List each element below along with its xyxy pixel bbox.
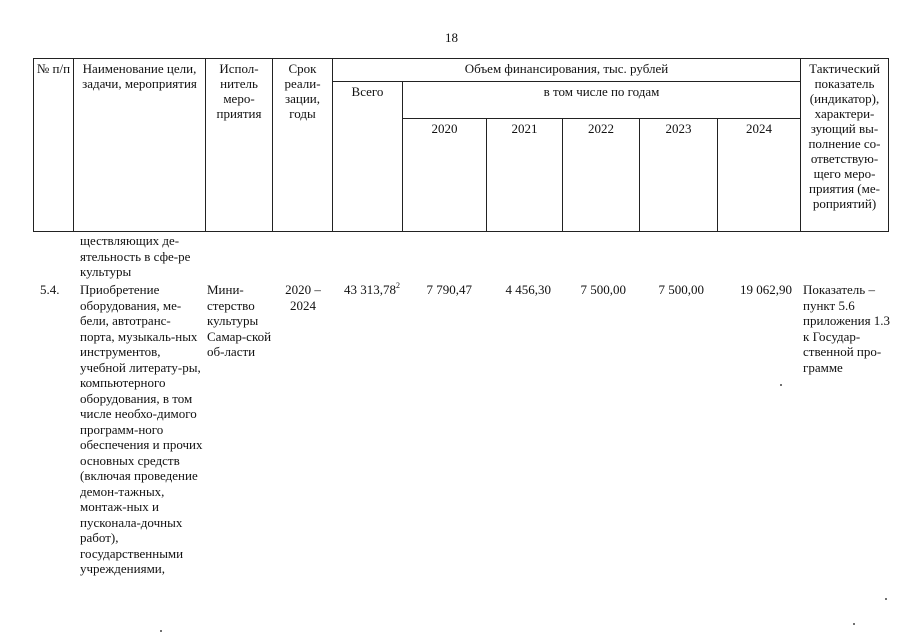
row-value-2022: 7 500,00 [580,282,626,297]
header-year-2023: 2023 [640,119,718,232]
header-name: Наименование цели, задачи, мероприятия [74,59,206,232]
row-value-2023: 7 500,00 [658,282,704,297]
continuation-text: ществляющих де-ятельность в сфе-ре культуры [80,233,191,279]
header-funding: Объем финансирования, тыс. рублей [333,59,801,82]
header-term: Срок реали-зации, годы [273,59,333,232]
header-by-years: в том числе по годам [403,82,801,119]
header-number: № п/п [34,59,74,232]
row-value-2021: 4 456,30 [505,282,551,297]
row-executor: Мини-стерство культуры Самар-ской об-ласти [207,282,272,359]
row-name: Приобретение оборудования, ме-бели, автотранс-порта, музыкаль-ных инструментов, учебной литерату-ры, компьютерного оборудования, в том числе необхо-димого программ-ного обеспечения и прочих основных средств (включая проведение демон-тажных, монтаж-ных и пусконала-дочных работ), государственными учреждениями, [80,282,203,576]
row-value-2020: 7 790,47 [426,282,472,297]
footnote-marker: 2 [396,281,400,290]
header-year-2022: 2022 [563,119,640,232]
page-number: 18 [445,30,458,45]
table-header [33,58,889,232]
scan-speck [160,630,162,632]
scan-speck [885,598,887,600]
header-year-2020: 2020 [403,119,487,232]
header-indicator: Тактический показатель (индикатор), характери-зующий вы-полнение со-ответствую-щего меро-приятия (ме-роприятий) [801,59,889,232]
header-executor: Испол-нитель меро-приятия [206,59,273,232]
header-year-2021: 2021 [487,119,563,232]
header-year-2024: 2024 [718,119,801,232]
scan-speck [853,623,855,625]
row-total [334,282,400,298]
row-value-2024: 19 062,90 [740,282,792,297]
header-total: Всего [333,82,403,232]
row-term: 2020 – 2024 [285,282,321,313]
row-number: 5.4. [40,282,60,297]
scan-speck [780,384,782,386]
row-indicator: Показатель – пункт 5.6 приложения 1.3 к Государ-ственной про-грамме [803,282,891,375]
row-total-value: 43 313,78 [344,282,396,297]
